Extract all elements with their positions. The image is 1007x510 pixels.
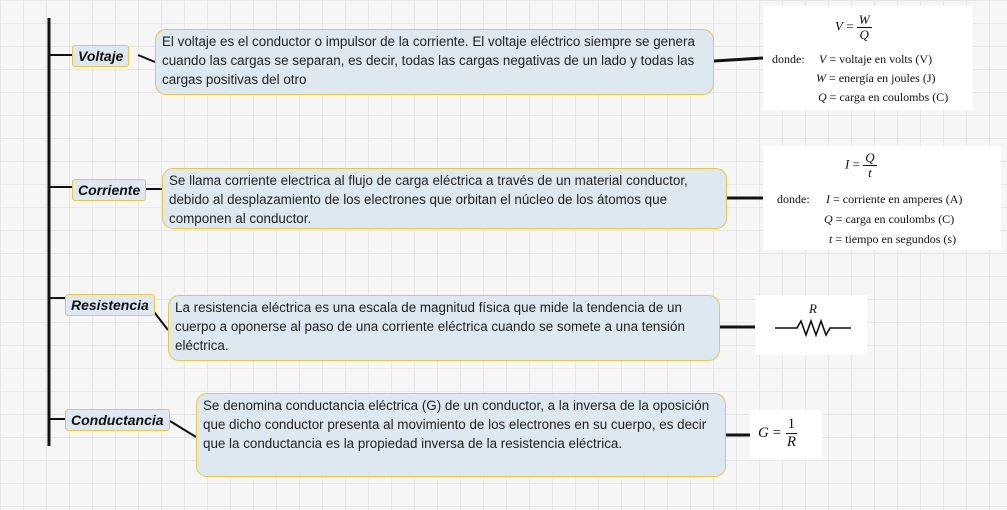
link-conductancia-desc <box>170 421 196 437</box>
formula-corriente <box>763 146 1001 250</box>
link-voltaje-desc <box>138 55 155 62</box>
definition-line: t = tiempo en segundos (s) <box>829 232 957 246</box>
link-voltaje-formula <box>714 58 763 61</box>
definition-line: I = corriente en amperes (A) <box>826 192 963 206</box>
description-corriente[interactable]: Se llama corriente electrica al flujo de carga eléctrica a través de un material conductor, debido al desplazamiento de los electrones que orbitan el núcleo de los átomos que componen al conductor. <box>162 168 727 229</box>
topic-conductancia[interactable]: Conductancia <box>65 409 170 431</box>
formula-conductancia <box>750 410 822 460</box>
description-voltaje[interactable]: El voltaje es el conductor o impulsor de la corriente. El voltaje eléctrico siempre se genera cuando las cargas se separan, es decir, todas las cargas negativas de un lado y todas las cargas positivas del otro <box>155 29 714 95</box>
topic-voltaje[interactable]: Voltaje <box>72 45 129 67</box>
resistor-icon <box>755 295 867 355</box>
equation-voltaje: V = $\frac{W}{Q}$ <box>835 12 870 42</box>
formula-voltaje <box>763 6 973 110</box>
topic-resistencia[interactable]: Resistencia <box>65 294 155 316</box>
donde-label: donde: <box>777 192 810 206</box>
definition-line: Q = carga en coulombs (C) <box>818 90 949 104</box>
donde-label: donde: <box>772 52 805 66</box>
description-resistencia[interactable]: La resistencia eléctrica es una escala de magnitud física que mide la tendencia de un cuerpo a oponerse al paso de una corriente eléctrica cuando se somete a una tensión eléctrica. <box>168 295 720 361</box>
resistor-label: R <box>809 301 817 316</box>
definition-line: Q = carga en coulombs (C) <box>824 212 955 226</box>
equation-conductancia: G = $\frac{1}{R}$ <box>758 416 796 450</box>
formula-resistencia <box>755 295 867 355</box>
equation-corriente: I = $\frac{Q}{t}$ <box>845 150 875 180</box>
definition-line: W = energía en joules (J) <box>816 71 936 85</box>
description-conductancia[interactable]: Se denomina conductancia eléctrica (G) de un conductor, a la inversa de la oposición que dicho conductor presenta al movimiento de los electrones en su cuerpo, es decir que la conductancia es la propiedad inversa de la resistencia eléctrica. <box>196 393 726 477</box>
topic-corriente[interactable]: Corriente <box>72 179 146 201</box>
definition-line: V = voltaje en volts (V) <box>819 52 933 66</box>
